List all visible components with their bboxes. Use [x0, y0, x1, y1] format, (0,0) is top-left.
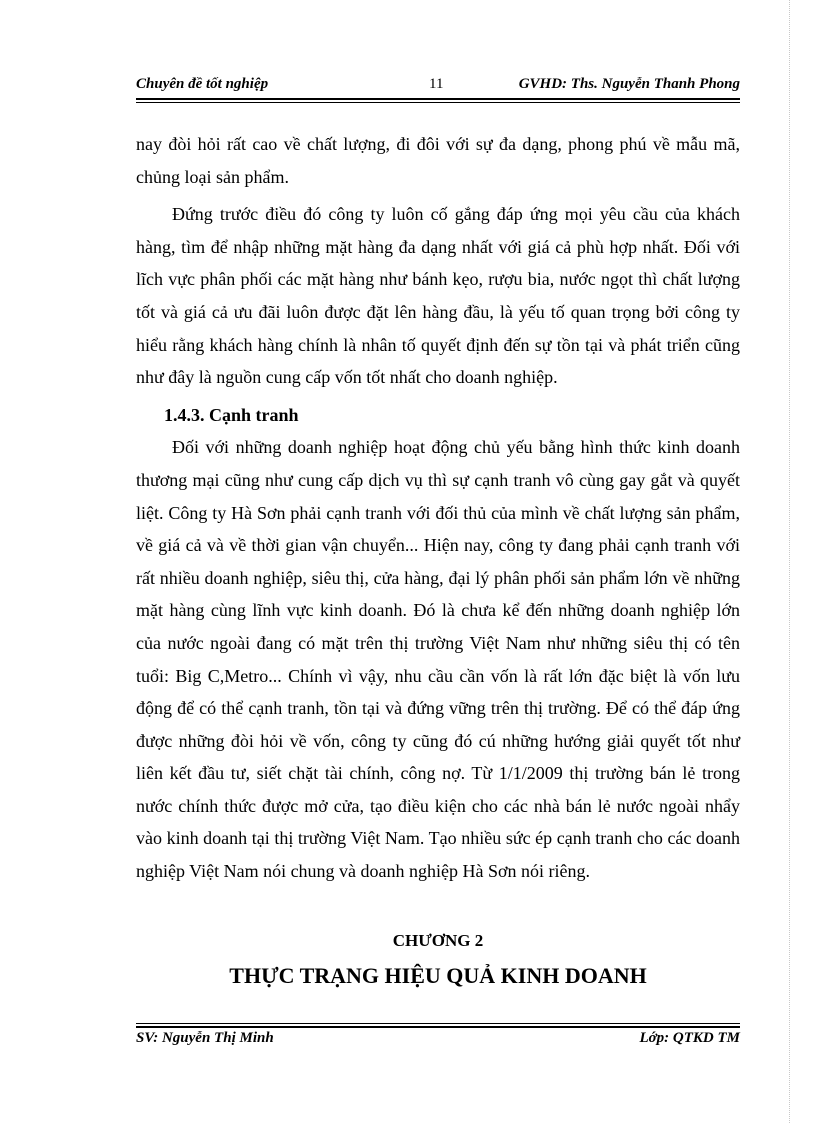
section-heading: 1.4.3. Cạnh tranh	[164, 404, 299, 425]
page-body	[136, 128, 740, 888]
footer-student: SV: Nguyễn Thị Minh	[136, 1030, 274, 1046]
header-rule-thin	[136, 102, 740, 103]
footer-rule-thin	[136, 1023, 740, 1024]
paragraph-competition: Đối với những doanh nghiệp hoạt động chủ yếu bằng hình thức kinh doanh thương mại cũng như cung cấp dịch vụ thì sự cạnh tranh vô cùng gay gắt và quyết liệt. Công ty Hà Sơn phải cạnh tranh với đối thủ của mình về chất lượng sản phẩm, về giá cả và về thời gian vận chuyển... Hiện nay, công ty đang phải cạnh tranh với rất nhiều doanh nghiệp, siêu thị, cửa hàng, đại lý phân phối sản phẩm lớn về những mặt hàng cùng lĩnh vực kinh doanh. Đó là chưa kể đến những doanh nghiệp lớn của nước ngoài đang có mặt trên thị trường Việt Nam như những siêu thị có tên tuổi: Big C,Metro... Chính vì vậy, nhu cầu cần vốn là rất lớn đặc biệt là vốn lưu động để có thể cạnh tranh, tồn tại và đứng vững trên thị trường. Để có thể đáp ứng được những đòi hỏi về vốn, công ty cũng đó cú những hướng giải quyết tốt như liên kết đầu tư, siết chặt tài chính, công nợ. Từ 1/1/2009 thị trường bán lẻ trong nước chính thức được mở cửa, tạo điều kiện cho các nhà bán lẻ nước ngoài nhẩy vào kinh doanh tại thị trường Việt Nam. Tạo nhiều sức ép cạnh tranh cho các doanh nghiệp Việt Nam nói chung và doanh nghiệp Hà Sơn nói riêng.	[136, 437, 740, 882]
chapter-title: THỰC TRẠNG HIỆU QUẢ KINH DOANH	[229, 963, 647, 988]
chapter-label: CHƯƠNG 2	[392, 931, 484, 950]
footer-rule-thick	[136, 1026, 740, 1028]
paragraph-customer-needs: Đứng trước điều đó công ty luôn cố gắng đáp ứng mọi yêu cầu của khách hàng, tìm để nhập những mặt hàng đa dạng nhất với giá cả phù hợp nhất. Đối với lĩch vực phân phối các mặt hàng như bánh kẹo, rượu bia, nước ngọt thì chất lượng tốt và giá cả ưu đãi luôn được đặt lên hàng đầu, là yếu tố quan trọng bởi công ty hiểu rằng khách hàng chính là nhân tố quyết định đến sự tồn tại và phát triển cũng như đây là nguồn cung cấp vốn tốt nhất cho doanh nghiệp.	[136, 204, 740, 388]
page-margin-guide	[789, 0, 790, 1123]
page-number: 11	[429, 76, 444, 92]
footer-class: Lớp: QTKD TM	[639, 1030, 740, 1046]
header-rule-thick	[136, 98, 740, 100]
page-header	[136, 76, 740, 96]
page-footer	[136, 1030, 740, 1050]
header-supervisor: GVHD: Ths. Nguyễn Thanh Phong	[518, 76, 740, 92]
paragraph-continuation: nay đòi hỏi rất cao về chất lượng, đi đôi với sự đa dạng, phong phú về mẫu mã, chủng loại sản phẩm.	[136, 134, 740, 187]
header-document-type: Chuyên đề tốt nghiệp	[136, 76, 269, 92]
